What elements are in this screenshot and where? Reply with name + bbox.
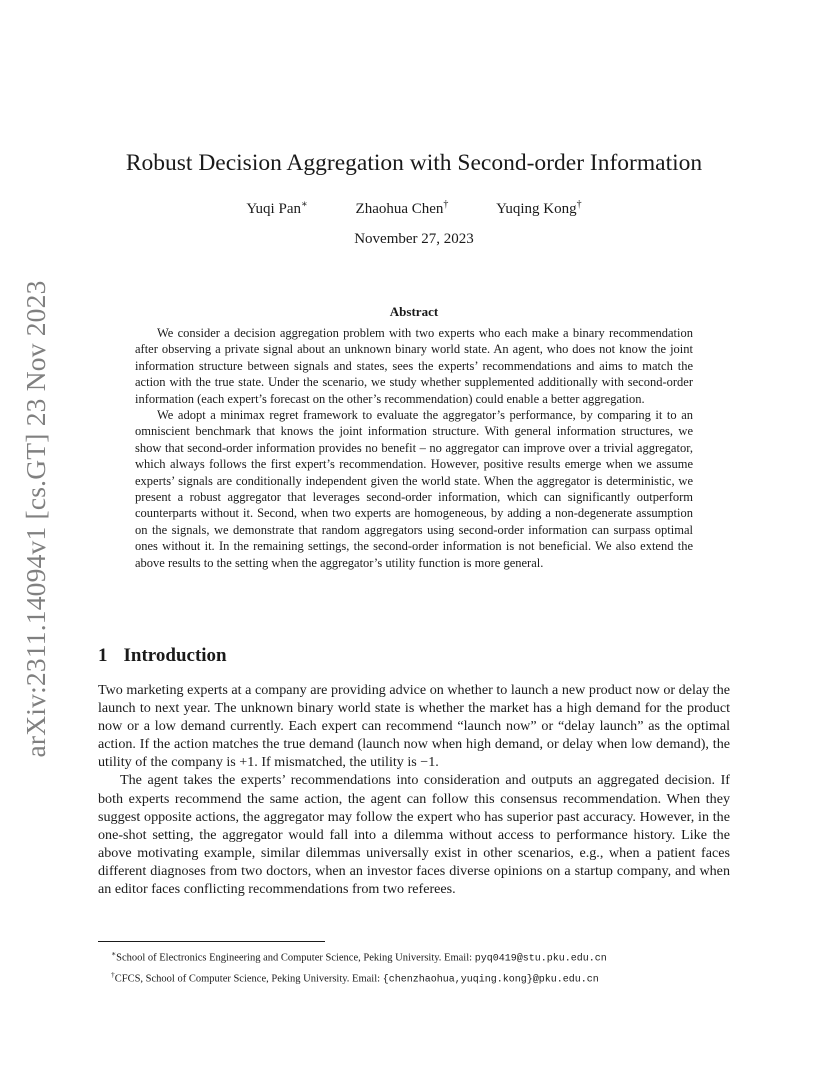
section-heading: [98, 645, 227, 667]
arxiv-identifier: [14, 282, 58, 756]
author-mark: ∗: [300, 199, 308, 210]
abstract-heading: Abstract: [389, 304, 439, 319]
body-paragraph: Two marketing experts at a company are providing advice on whether to launch a new product now or delay the launch to next year. The unknown binary world state is whether the market has a high demand for the product now or a low demand currently. Each expert can recommend “launch now” or “delay launch” as the optimal action. If the action matches the true demand (launch now when high demand, or delay when low demand), the utility of the company is +1. If mismatched, the utility is −1.: [98, 682, 730, 771]
abstract-body: [135, 325, 693, 571]
author-list: [0, 199, 828, 218]
arxiv-identifier-text: arXiv:2311.14094v1 [cs.GT] 23 Nov 2023: [20, 280, 51, 758]
section-number: 1: [98, 645, 108, 666]
footnote-2: [98, 967, 738, 988]
author-name: Yuqing Kong: [496, 201, 577, 217]
author-2: [356, 199, 449, 218]
section-body: [98, 681, 730, 898]
footnote-divider: [98, 941, 325, 942]
author-mark: †: [576, 199, 582, 210]
author-mark: †: [443, 199, 449, 210]
abstract-paragraph: We adopt a minimax regret framework to evaluate the aggregator’s performance, by comparing it to an omniscient benchmark that knows the joint information structure. With general information structures, we show that second-order information provides no benefit – no aggregator can improve over a trivial aggregator, which always follows the first expert’s recommendation. However, positive results emerge when we assume experts’ signals are conditionally independent given the world state. When the aggregator is deterministic, we present a robust aggregator that leverages second-order information, which can significantly outperform counterparts without it. Second, when two experts are homogeneous, by adding a non-degenerate assumption on the signals, we demonstrate that random aggregators using second-order information can surpass optimal ones without it. In the remaining settings, the second-order information is not beneficial. We also extend the above results to the setting when the aggregator’s utility function is more general.: [135, 408, 693, 570]
paper-date: November 27, 2023: [354, 231, 474, 247]
footnote-text: CFCS, School of Computer Science, Peking University. Email:: [114, 973, 383, 985]
footnotes: [98, 946, 738, 988]
abstract-paragraph: We consider a decision aggregation problem with two experts who each make a binary recommendation after observing a private signal about an unknown binary world state. An agent, who does not know the joint information structure between signals and states, sees the experts’ recommendations and aims to match the action with the true state. Under the scenario, we study whether supplemented additionally with second-order information (each expert’s forecast on the other’s recommendation) could enable a better aggregation.: [135, 326, 693, 406]
author-1: [246, 199, 307, 218]
author-3: [496, 199, 581, 218]
author-name: Yuqi Pan: [246, 201, 301, 217]
footnote-email: pyq0419@stu.pku.edu.cn: [474, 953, 607, 965]
author-name: Zhaohua Chen: [355, 201, 444, 217]
footnote-1: [98, 946, 738, 967]
footnote-mark: ∗: [111, 949, 117, 958]
footnote-email: {chenzhaohua,yuqing.kong}@pku.edu.cn: [382, 974, 599, 986]
footnote-mark: †: [111, 970, 115, 979]
body-paragraph: The agent takes the experts’ recommendations into consideration and outputs an aggregated decision. If both experts recommend the same action, the agent can follow this consensus recommendation. When they suggest opposite actions, the aggregator may follow the expert who has superior past accuracy. However, in the one-shot setting, the aggregator would fall into a dilemma without access to performance history. Like the above motivating example, similar dilemmas universally exist in other scenarios, e.g., when a patient faces different diagnoses from two doctors, when an investor faces diverse opinions on a startup company, and when an editor faces conflicting recommendations from two referees.: [98, 772, 730, 898]
paper-title: Robust Decision Aggregation with Second-order Information: [125, 150, 703, 176]
section-title: Introduction: [123, 645, 227, 666]
footnote-text: School of Electronics Engineering and Computer Science, Peking University. Email:: [116, 952, 475, 964]
